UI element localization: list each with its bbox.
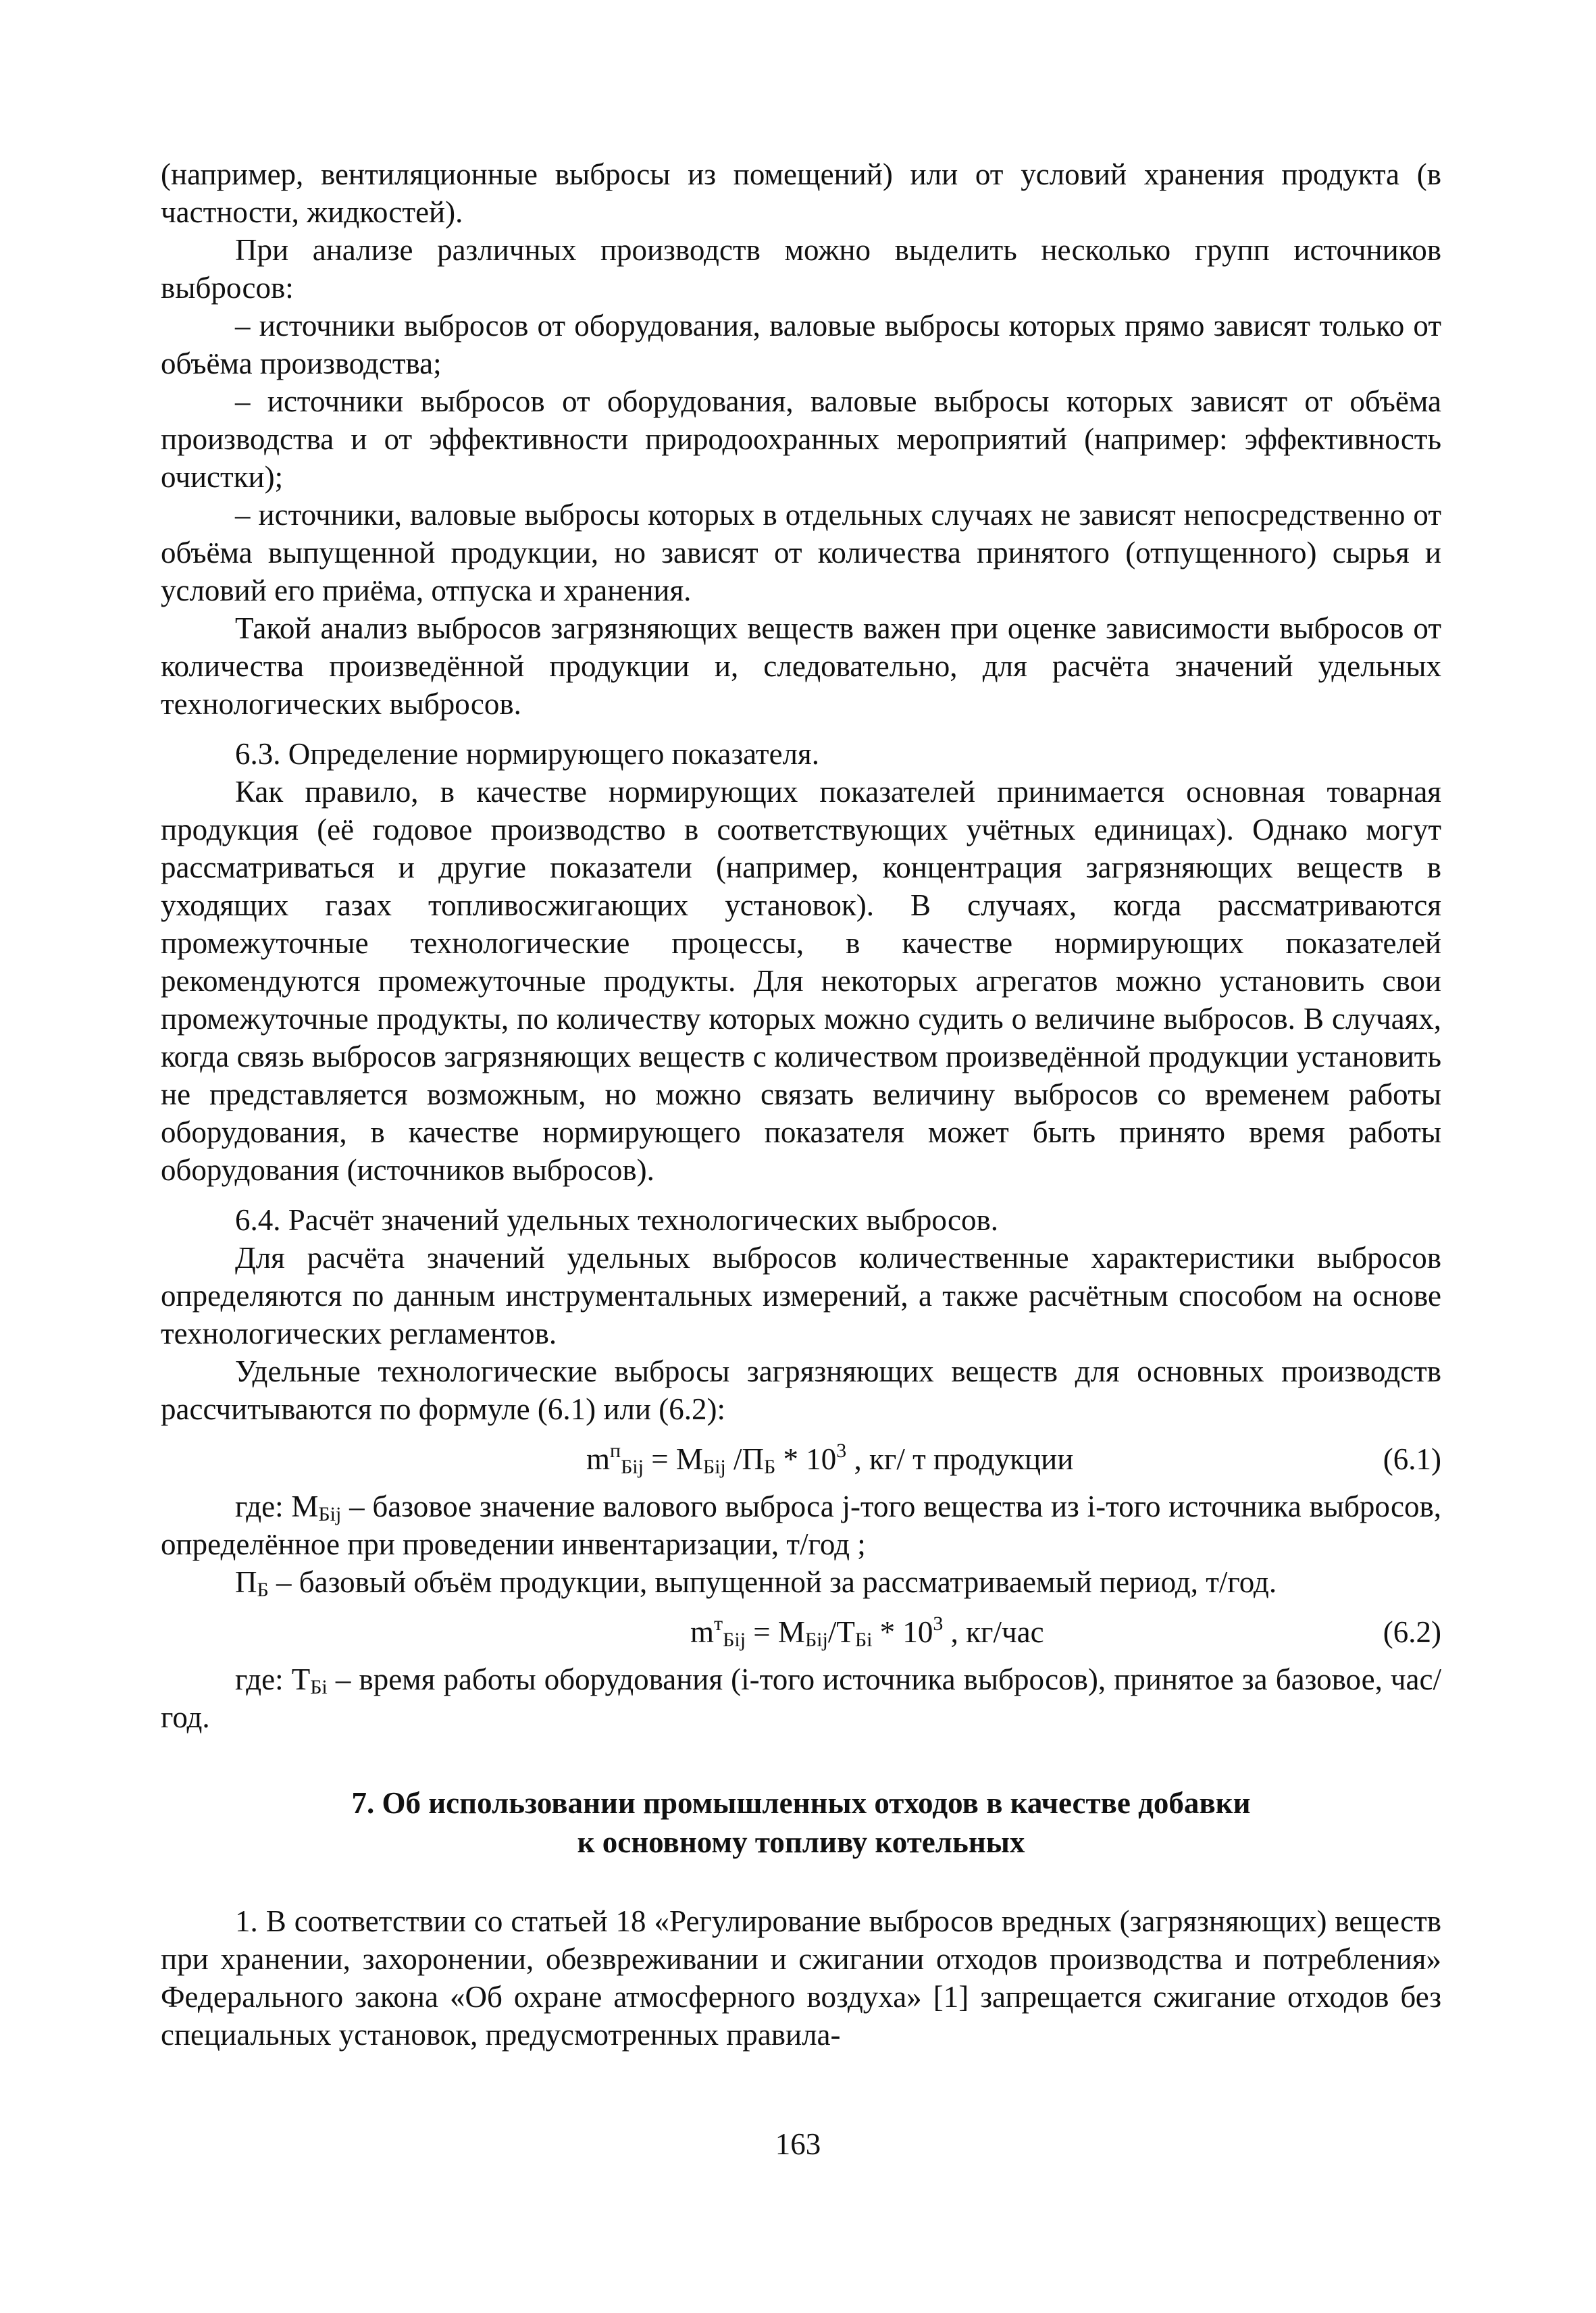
paragraph: Для расчёта значений удельных выбросов количественные характеристики выбросов определяются по данным инструментальных измерений, а также расчётным способом на основе технологических регламентов. xyxy=(161,1241,1441,1350)
paragraph: Как правило, в качестве нормирующих показателей принимается основная товарная продукция (её годовое производство в соответствующих учётных единицах). Однако могут рассматриваться и другие показатели (например, концентрация загрязняющих веществ в уходящих газах топливосжигающих установок). В случаях, когда рассматриваются промежуточные технологические процессы, в качестве нормирующих показателей рекомендуются промежуточные продукты. Для некоторых агрегатов можно установить свои промежуточные продукты, по количеству которых можно судить о величине выбросов. В случаях, когда связь выбросов загрязняющих веществ с количеством произведённой продукции установить не представляется возможным, но можно связать величину выбросов со временем работы оборудования, в качестве нормирующего показателя может быть принято время работы оборудования (источников выбросов). xyxy=(161,775,1441,1187)
subsection-heading-6-4: 6.4. Расчёт значений удельных технологических выбросов. xyxy=(235,1203,998,1237)
paragraph: $П_Б$ – базовый объём продукции, выпущенной за рассматриваемый период, т/год. xyxy=(235,1565,1277,1601)
paragraph: (например, вентиляционные выбросы из помещений) или от условий хранения продукта (в частности, жидкостей). xyxy=(161,157,1441,229)
paragraph: Такой анализ выбросов загрязняющих веществ важен при оценке зависимости выбросов от количества произведённой продукции и, следовательно, для расчёта значений удельных технологических выбросов. xyxy=(161,611,1441,721)
formula-number: (6.1) xyxy=(1383,1442,1441,1476)
formula-expression: $m^п_{Бij} = M_{Бij}$ $/П_Б * 10^3$ , кг/ т продукции xyxy=(586,1440,1074,1478)
formula-number: (6.2) xyxy=(1383,1615,1441,1649)
subsection-heading-6-3: 6.3. Определение нормирующего показателя. xyxy=(235,737,819,771)
paragraph: 1. В соответствии со статьей 18 «Регулирование выбросов вредных (загрязняющих) веществ при хранении, захоронении, обезвреживании и сжигании отходов производства и потребления» Федерального закона «Об охране атмосферного воздуха» [1] запрещается сжигание отходов без специальных установок, предусмотренных правила- xyxy=(161,1904,1441,2052)
list-item: – источники, валовые выбросы которых в отдельных случаях не зависят непосредственно от объёма выпущенной продукции, но зависят от количества принятого (отпущенного) сырья и условий его приёма, отпуска и хранения. xyxy=(161,498,1441,607)
page-number: 163 xyxy=(775,2127,821,2161)
formula-6-2 xyxy=(161,1610,1441,1654)
paragraph: Удельные технологические выбросы загрязняющих веществ для основных производств рассчитываются по формуле (6.1) или (6.2): xyxy=(161,1354,1441,1426)
paragraph: При анализе различных производств можно выделить несколько групп источников выбросов: xyxy=(161,233,1441,305)
section-heading-line: 7. Об использовании промышленных отходов в качестве добавки xyxy=(351,1786,1251,1820)
list-item: – источники выбросов от оборудования, валовые выбросы которых зависят от объёма производства и от эффективности природоохранных мероприятий (например: эффективность очистки); xyxy=(161,384,1441,494)
page-body xyxy=(161,155,1441,2054)
formula-6-1 xyxy=(161,1438,1441,1481)
paragraph: где: $T_{Бi}$ – время работы оборудования (i-того источника выбросов), принятое за базовое, час/год. xyxy=(161,1662,1442,1734)
section-heading-line: к основному топливу котельных xyxy=(577,1825,1025,1859)
formula-expression: $m^т_{Бij} = M_{Бij}/T_{Бi} * 10^3$ , кг/час xyxy=(690,1612,1044,1651)
paragraph: где: $M_{Бij}$ – базовое значение валового выброса j-того вещества из i-того источника выбросов, определённое при проведении инвентаризации, т/год ; xyxy=(161,1490,1441,1561)
section-heading-7 xyxy=(161,1783,1441,1862)
list-item: – источники выбросов от оборудования, валовые выбросы которых прямо зависят только от объёма производства; xyxy=(161,309,1441,380)
